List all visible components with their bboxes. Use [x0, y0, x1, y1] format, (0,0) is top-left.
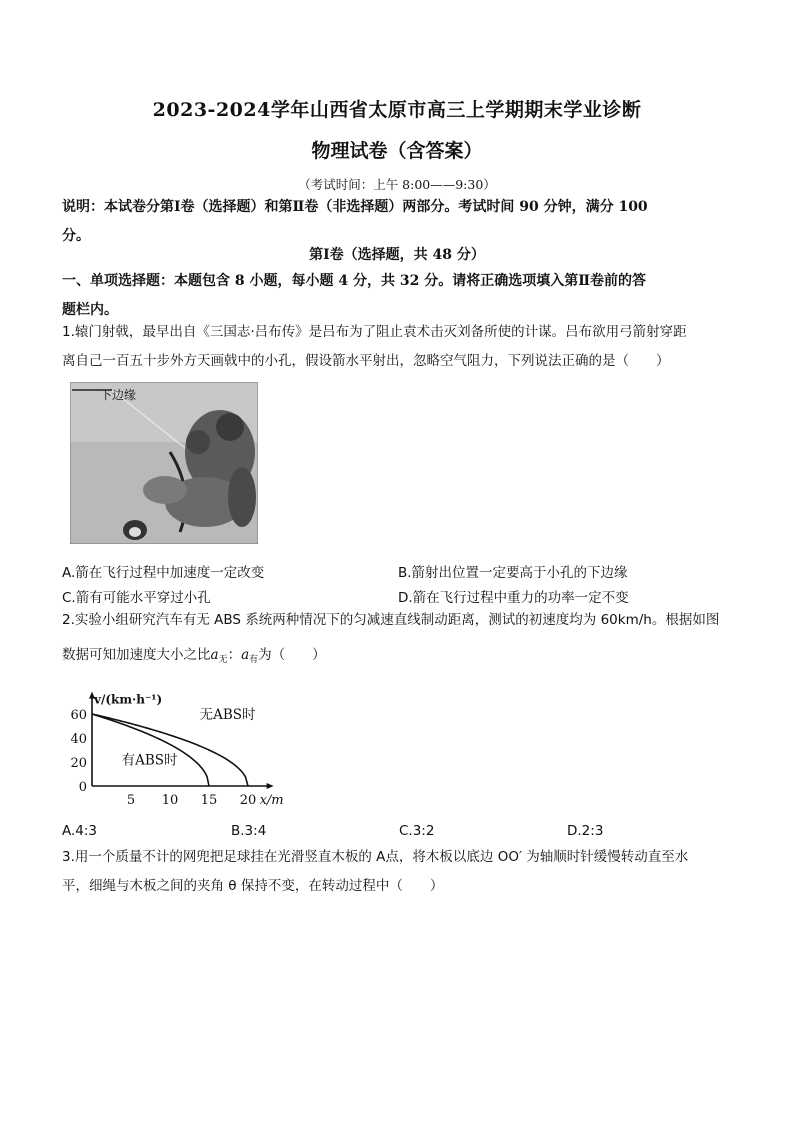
question-2-option-b[interactable]: B.3:4 — [231, 823, 267, 839]
question-2-option-c[interactable]: C.3:2 — [399, 823, 435, 839]
image-label-lower-edge: 下边缘 — [100, 388, 137, 402]
question-3-stem — [62, 843, 732, 901]
question-2-option-d[interactable]: D.2:3 — [567, 823, 604, 839]
x-tick-label: 15 — [200, 793, 218, 808]
question-1-stem — [62, 318, 732, 376]
y-tick-label: 60 — [70, 708, 87, 723]
question-2-stem — [62, 606, 732, 675]
series-label: 无ABS时 — [199, 706, 256, 723]
y-axis-label: v/(km·h⁻¹) — [94, 692, 163, 707]
exam-time: （考试时间：上午 8:00——9:30） — [298, 177, 496, 192]
question-2-option-a[interactable]: A.4:3 — [62, 823, 98, 839]
archer-illustration — [70, 382, 258, 544]
question-1-line1: 1.辕门射戟，最早出自《三国志·吕布传》是吕布为了阻止袁术击灭刘备所使的计谋。吕布欲用弓箭射穿距 — [62, 324, 687, 340]
instructions-line2: 分。 — [62, 228, 90, 244]
question-3-line1: 3.用一个质量不计的网兜把足球挂在光滑竖直木板的 A点，将木板以底边 OO′ 为轴顺时针缓慢转动直至水 — [62, 849, 689, 865]
y-tick-label: 40 — [70, 732, 87, 747]
y-tick-label: 20 — [70, 756, 87, 771]
x-tick-label: 5 — [126, 793, 136, 808]
section-title: 第Ⅰ卷（选择题，共 48 分） — [309, 247, 485, 263]
x-tick-label: 20 — [239, 793, 257, 808]
question-1-option-a[interactable]: A.箭在飞行过程中加速度一定改变 — [62, 565, 265, 581]
series-label: 有ABS时 — [121, 752, 178, 769]
question-1-image — [70, 382, 258, 544]
part-heading-line2: 题栏内。 — [62, 302, 118, 318]
question-3-line2: 平，细绳与木板之间的夹角 θ 保持不变，在转动过程中（ ） — [62, 878, 444, 894]
question-1-option-d[interactable]: D.箭在飞行过程中重力的功率一定不变 — [398, 590, 629, 606]
question-1-line2: 离自己一百五十步外方天画戟中的小孔，假设箭水平射出，忽略空气阻力，下列说法正确的是（ ） — [62, 353, 670, 369]
exam-title: 2023-2024学年山西省太原市高三上学期期末学业诊断 — [152, 99, 642, 121]
series-line — [92, 714, 209, 786]
x-tick-label: 10 — [161, 793, 179, 808]
question-1-option-b[interactable]: B.箭射出位置一定要高于小孔的下边缘 — [398, 565, 628, 581]
velocity-distance-chart — [58, 684, 288, 809]
instructions-line1: 说明：本试卷分第Ⅰ卷（选择题）和第Ⅱ卷（非选择题）两部分。考试时间 90 分钟，满分 100 — [62, 199, 648, 215]
x-axis-arrow — [267, 783, 274, 789]
question-2-line1: 2.实验小组研究汽车有无 ABS 系统两种情况下的匀减速直线制动距离，测试的初速度均为 60km/h。根据如图 — [62, 612, 720, 628]
part-heading — [62, 267, 732, 325]
question-2-line2: 数据可知加速度大小之比$a_无$：$a_有$为（ ） — [62, 647, 326, 665]
part-heading-line1: 一、单项选择题：本题包含 8 小题，每小题 4 分，共 32 分。请将正确选项填入第Ⅱ卷前的答 — [62, 273, 647, 289]
instructions — [62, 193, 732, 251]
exam-subtitle: 物理试卷（含答案） — [311, 140, 483, 162]
question-1-option-c[interactable]: C.箭有可能水平穿过小孔 — [62, 590, 211, 606]
x-axis-label: x/m — [259, 793, 284, 808]
series-line — [92, 714, 248, 786]
y-tick-label: 0 — [78, 780, 87, 795]
